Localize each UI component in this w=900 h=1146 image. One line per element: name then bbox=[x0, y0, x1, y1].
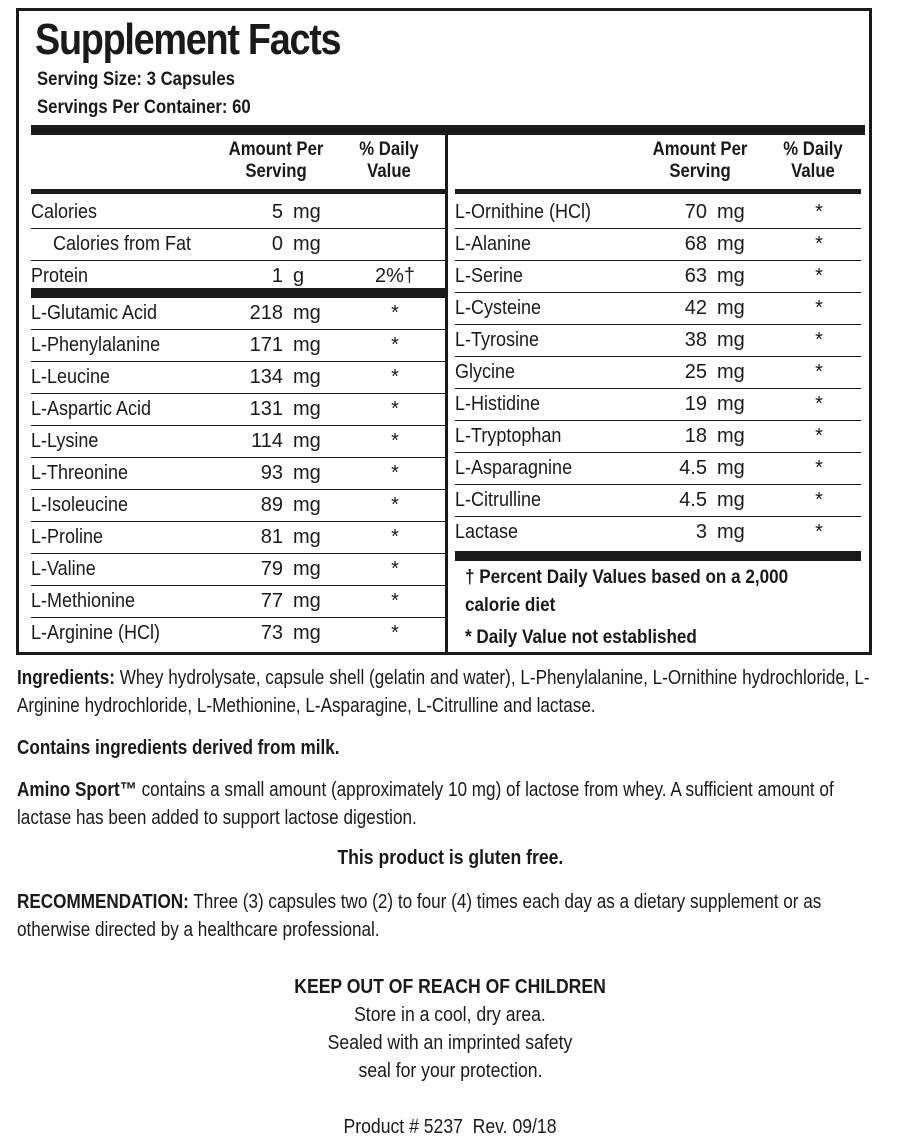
nutrient-row bbox=[455, 389, 861, 421]
header-text: Serving bbox=[245, 161, 307, 182]
nutrient-name: L-Citrulline bbox=[455, 489, 542, 511]
header-text: % Daily bbox=[359, 139, 419, 160]
nutrient-unit: mg bbox=[293, 526, 321, 548]
nutrient-amount: 3 bbox=[695, 521, 707, 543]
nutrient-amount: 81 bbox=[260, 526, 283, 548]
nutrient-amount: 5 bbox=[271, 201, 283, 223]
daily-value: * bbox=[815, 233, 823, 255]
top-thick-rule bbox=[31, 125, 865, 135]
nutrient-unit: mg bbox=[717, 521, 745, 543]
nutrient-unit: mg bbox=[717, 233, 745, 255]
nutrient-amount: 89 bbox=[260, 494, 283, 516]
nutrient-unit: mg bbox=[293, 334, 321, 356]
nutrient-amount: 134 bbox=[249, 366, 283, 388]
nutrient-unit: mg bbox=[717, 297, 745, 319]
nutrient-amount: 0 bbox=[271, 233, 283, 255]
warning-heading-text: KEEP OUT OF REACH OF CHILDREN bbox=[294, 976, 606, 998]
seal-line-1 bbox=[0, 1032, 900, 1055]
nutrient-amount: 18 bbox=[684, 425, 707, 447]
nutrient-amount: 25 bbox=[684, 361, 707, 383]
daily-value: * bbox=[391, 334, 399, 356]
nutrient-unit: g bbox=[293, 265, 305, 287]
dagger-footnote-line-2: calorie diet bbox=[465, 595, 556, 616]
daily-value: * bbox=[815, 201, 823, 223]
header-rule bbox=[455, 189, 861, 194]
nutrient-unit: mg bbox=[717, 265, 745, 287]
nutrient-row bbox=[31, 362, 445, 394]
nutrient-row bbox=[455, 261, 861, 293]
nutrient-amount: 171 bbox=[249, 334, 283, 356]
nutrient-row bbox=[31, 197, 445, 229]
nutrient-row bbox=[31, 586, 445, 618]
left-amount-header bbox=[219, 139, 333, 183]
daily-value: * bbox=[815, 457, 823, 479]
daily-value: * bbox=[815, 361, 823, 383]
nutrient-name: L-Tryptophan bbox=[455, 425, 562, 447]
daily-value: * bbox=[815, 425, 823, 447]
nutrient-row bbox=[31, 261, 445, 298]
nutrient-name: L-Ornithine (HCl) bbox=[455, 201, 592, 223]
nutrient-unit: mg bbox=[717, 489, 745, 511]
dagger-footnote-line-1: † Percent Daily Values based on a 2,000 bbox=[465, 567, 789, 588]
nutrient-row bbox=[455, 325, 861, 357]
gluten-free-statement bbox=[0, 847, 900, 870]
nutrient-name: L-Aspartic Acid bbox=[31, 398, 152, 420]
header-text: Value bbox=[791, 161, 835, 182]
nutrient-row bbox=[31, 554, 445, 586]
nutrient-unit: mg bbox=[293, 302, 321, 324]
left-dv-header bbox=[354, 139, 424, 183]
nutrient-amount: 63 bbox=[684, 265, 707, 287]
product-code-text: Product # 5237 Rev. 09/18 bbox=[343, 1116, 557, 1138]
nutrient-amount: 4.5 bbox=[679, 457, 707, 479]
nutrient-row bbox=[455, 293, 861, 325]
nutrient-amount: 70 bbox=[684, 201, 707, 223]
ingredients-text: Whey hydrolysate, capsule shell (gelatin and water), L-Phenylalanine, L-Ornithine hydrochloride, L-Arginine hydrochloride, L-Methionine, L-Asparagine, L-Citrulline and lactase. bbox=[17, 667, 870, 717]
product-code bbox=[0, 1116, 900, 1139]
nutrient-amount: 93 bbox=[260, 462, 283, 484]
nutrient-unit: mg bbox=[717, 425, 745, 447]
nutrient-unit: mg bbox=[717, 201, 745, 223]
column-divider bbox=[445, 135, 448, 653]
daily-value: * bbox=[391, 462, 399, 484]
nutrient-unit: mg bbox=[293, 590, 321, 612]
allergen-statement: Contains ingredients derived from milk. bbox=[17, 737, 340, 759]
nutrient-row bbox=[31, 618, 445, 650]
nutrient-name: L-Methionine bbox=[31, 590, 136, 612]
nutrient-row bbox=[455, 485, 861, 517]
nutrient-unit: mg bbox=[293, 558, 321, 580]
nutrient-name: Calories from Fat bbox=[53, 233, 192, 255]
header-text: Amount Per bbox=[652, 139, 748, 160]
daily-value: * bbox=[391, 526, 399, 548]
seal-line-2 bbox=[0, 1060, 900, 1083]
nutrient-name: L-Serine bbox=[455, 265, 524, 287]
nutrient-unit: mg bbox=[717, 457, 745, 479]
nutrient-amount: 1 bbox=[271, 265, 283, 287]
right-amount-header bbox=[643, 139, 757, 183]
nutrient-name: Calories bbox=[31, 201, 98, 223]
nutrient-amount: 79 bbox=[260, 558, 283, 580]
nutrient-unit: mg bbox=[717, 361, 745, 383]
nutrient-name: L-Arginine (HCl) bbox=[31, 622, 161, 644]
daily-value: * bbox=[815, 521, 823, 543]
nutrient-amount: 68 bbox=[684, 233, 707, 255]
recommendation-label: RECOMMENDATION: bbox=[17, 891, 189, 913]
nutrient-amount: 4.5 bbox=[679, 489, 707, 511]
daily-value: * bbox=[815, 489, 823, 511]
ingredients-label: Ingredients: bbox=[17, 667, 115, 689]
star-footnote: * Daily Value not established bbox=[465, 627, 697, 648]
nutrient-amount: 77 bbox=[260, 590, 283, 612]
nutrient-row bbox=[31, 298, 445, 330]
nutrient-row bbox=[455, 421, 861, 453]
nutrient-name: L-Histidine bbox=[455, 393, 541, 415]
nutrient-unit: mg bbox=[293, 233, 321, 255]
product-name: Amino Sport™ bbox=[17, 779, 137, 801]
nutrient-unit: mg bbox=[293, 366, 321, 388]
daily-value: * bbox=[815, 393, 823, 415]
nutrient-row bbox=[31, 458, 445, 490]
nutrient-row bbox=[455, 197, 861, 229]
storage-line bbox=[0, 1004, 900, 1027]
nutrient-name: Lactase bbox=[455, 521, 519, 543]
recommendation-text: Three (3) capsules two (2) to four (4) times each day as a dietary supplement or as otherwise directed by a healthcare professional. bbox=[17, 891, 822, 941]
nutrient-name: Protein bbox=[31, 265, 89, 287]
nutrient-row bbox=[31, 522, 445, 554]
daily-value: * bbox=[391, 366, 399, 388]
nutrient-unit: mg bbox=[293, 494, 321, 516]
nutrient-row bbox=[455, 453, 861, 485]
daily-value: * bbox=[391, 590, 399, 612]
nutrient-amount: 131 bbox=[249, 398, 283, 420]
daily-value: * bbox=[391, 494, 399, 516]
nutrient-row bbox=[31, 394, 445, 426]
nutrient-unit: mg bbox=[293, 201, 321, 223]
header-rule bbox=[31, 189, 445, 194]
gluten-free-text: This product is gluten free. bbox=[337, 847, 563, 869]
seal-text-2: seal for your protection. bbox=[358, 1060, 542, 1082]
nutrient-unit: mg bbox=[293, 430, 321, 452]
nutrient-name: L-Tyrosine bbox=[455, 329, 540, 351]
right-dv-header bbox=[778, 139, 848, 183]
footnote-thick-rule bbox=[455, 551, 861, 561]
nutrient-row bbox=[31, 426, 445, 458]
nutrient-row bbox=[455, 357, 861, 389]
nutrient-name: L-Isoleucine bbox=[31, 494, 129, 516]
daily-value: 2%† bbox=[374, 265, 416, 287]
recommendation-paragraph bbox=[17, 888, 873, 944]
nutrient-name: L-Cysteine bbox=[455, 297, 542, 319]
ingredients-paragraph bbox=[17, 664, 873, 720]
servings-per-container: Servings Per Container: 60 bbox=[37, 97, 251, 118]
nutrient-name: L-Glutamic Acid bbox=[31, 302, 158, 324]
daily-value: * bbox=[815, 297, 823, 319]
daily-value: * bbox=[815, 265, 823, 287]
daily-value: * bbox=[391, 302, 399, 324]
daily-value: * bbox=[391, 558, 399, 580]
nutrient-unit: mg bbox=[717, 329, 745, 351]
lactose-text: contains a small amount (approximately 10 mg) of lactose from whey. A sufficient amount of lactase has been added to support lactose digestion. bbox=[17, 779, 834, 829]
header-text: Amount Per bbox=[228, 139, 324, 160]
daily-value: * bbox=[391, 430, 399, 452]
nutrient-name: L-Asparagnine bbox=[455, 457, 573, 479]
storage-text: Store in a cool, dry area. bbox=[354, 1004, 546, 1026]
seal-text-1: Sealed with an imprinted safety bbox=[327, 1032, 573, 1054]
nutrient-amount: 73 bbox=[260, 622, 283, 644]
nutrient-name: L-Leucine bbox=[31, 366, 111, 388]
nutrient-amount: 38 bbox=[684, 329, 707, 351]
nutrient-row bbox=[31, 330, 445, 362]
nutrient-name: L-Alanine bbox=[455, 233, 532, 255]
nutrient-amount: 218 bbox=[249, 302, 283, 324]
nutrient-amount: 42 bbox=[684, 297, 707, 319]
warning-heading bbox=[0, 976, 900, 999]
header-text: Value bbox=[367, 161, 411, 182]
daily-value: * bbox=[391, 398, 399, 420]
supplement-facts-panel bbox=[16, 8, 872, 655]
header-text: Serving bbox=[669, 161, 731, 182]
lactose-paragraph bbox=[17, 776, 873, 832]
serving-size: Serving Size: 3 Capsules bbox=[37, 69, 235, 90]
nutrient-amount: 114 bbox=[251, 430, 283, 452]
nutrient-unit: mg bbox=[293, 622, 321, 644]
nutrient-name: L-Lysine bbox=[31, 430, 99, 452]
daily-value: * bbox=[815, 329, 823, 351]
nutrient-unit: mg bbox=[293, 398, 321, 420]
header-text: % Daily bbox=[783, 139, 843, 160]
nutrient-unit: mg bbox=[717, 393, 745, 415]
nutrient-name: L-Valine bbox=[31, 558, 96, 580]
nutrient-unit: mg bbox=[293, 462, 321, 484]
nutrient-row bbox=[31, 490, 445, 522]
daily-value: * bbox=[391, 622, 399, 644]
nutrient-amount: 19 bbox=[684, 393, 707, 415]
nutrient-row bbox=[455, 517, 861, 549]
nutrient-name: Glycine bbox=[455, 361, 516, 383]
nutrient-row bbox=[455, 229, 861, 261]
nutrient-name: L-Proline bbox=[31, 526, 104, 548]
panel-title: Supplement Facts bbox=[35, 15, 341, 64]
nutrient-name: L-Phenylalanine bbox=[31, 334, 161, 356]
nutrient-row bbox=[31, 229, 445, 261]
nutrient-name: L-Threonine bbox=[31, 462, 129, 484]
